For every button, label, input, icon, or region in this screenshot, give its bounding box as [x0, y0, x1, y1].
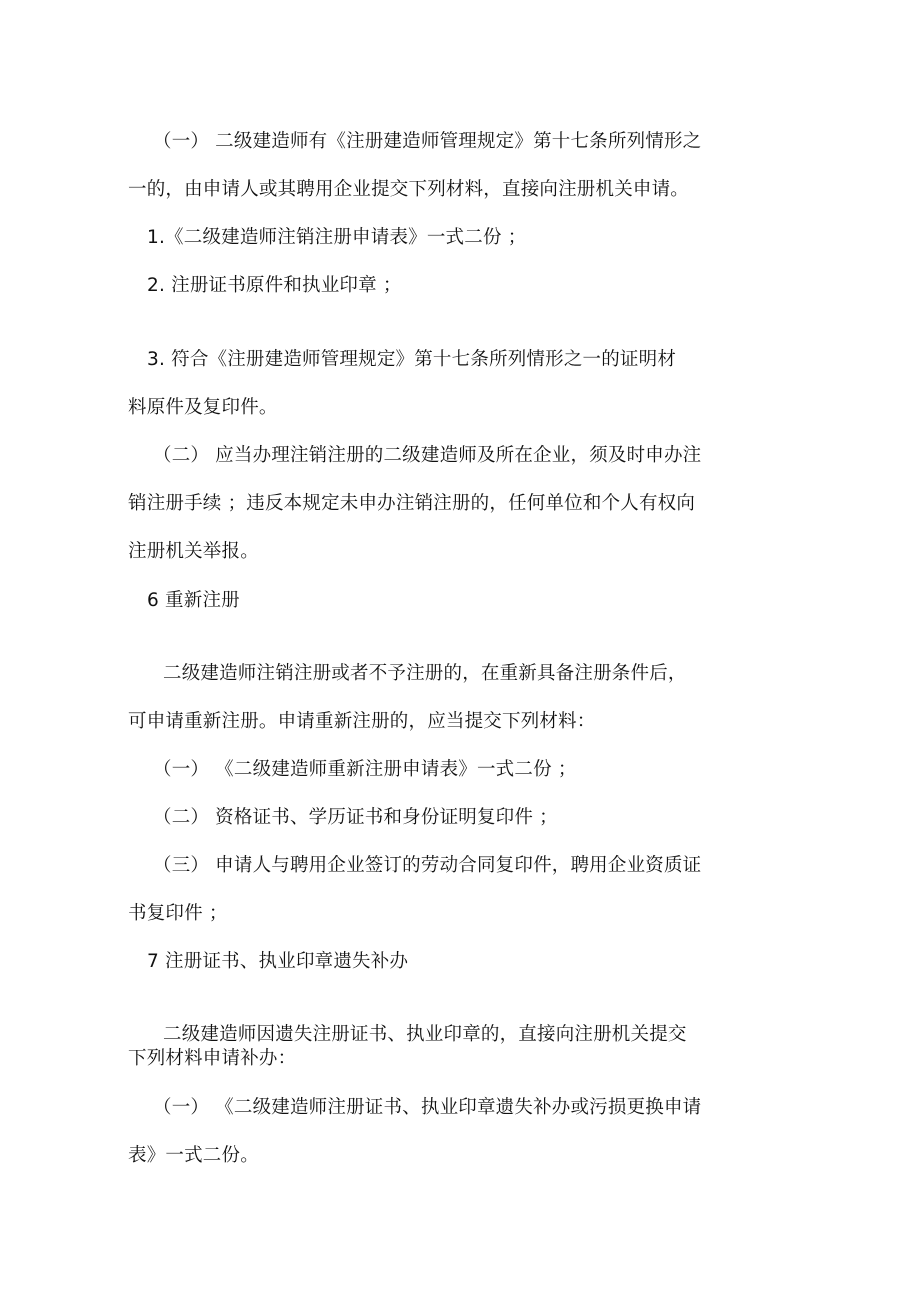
section-heading: 7 注册证书、执业印章遗失补办	[147, 951, 409, 972]
list-item: （一） 《二级建造师重新注册申请表》一式二份 ；	[153, 759, 577, 780]
text-line: 料原件及复印件。	[128, 397, 278, 418]
list-item: （三） 申请人与聘用企业签订的劳动合同复印件，聘用企业资质证	[153, 855, 702, 876]
text-line: 二级建造师因遗失注册证书、执业印章的，直接向注册机关提交	[163, 1024, 687, 1045]
text-line: 下列材料申请补办：	[128, 1048, 297, 1069]
text-line: （二） 应当办理注销注册的二级建造师及所在企业，须及时申办注	[153, 445, 702, 466]
section-heading: 6 重新注册	[147, 590, 240, 611]
text-line: 一的，由申请人或其聘用企业提交下列材料，直接向注册机关申请。	[128, 179, 690, 200]
list-item: 3. 符合《注册建造师管理规定》第十七条所列情形之一的证明材	[147, 349, 677, 370]
list-item: （一） 《二级建造师注册证书、执业印章遗失补办或污损更换申请	[153, 1097, 702, 1118]
text-line: 表》一式二份。	[128, 1145, 259, 1166]
text-line: 销注册手续 ；违反本规定未申办注销注册的，任何单位和个人有权向	[128, 493, 696, 514]
list-item: 2. 注册证书原件和执业印章 ；	[147, 275, 402, 296]
text-line: 书复印件 ；	[128, 903, 228, 924]
text-line: 二级建造师注销注册或者不予注册的，在重新具备注册条件后，	[163, 663, 687, 684]
list-item: 1.《二级建造师注销注册申请表》一式二份 ；	[147, 227, 527, 248]
text-line: （一） 二级建造师有《注册建造师管理规定》第十七条所列情形之	[153, 131, 702, 152]
list-item: （二） 资格证书、学历证书和身份证明复印件 ；	[153, 807, 558, 828]
text-line: 注册机关举报。	[128, 541, 259, 562]
text-line: 可申请重新注册。申请重新注册的，应当提交下列材料：	[128, 711, 596, 732]
